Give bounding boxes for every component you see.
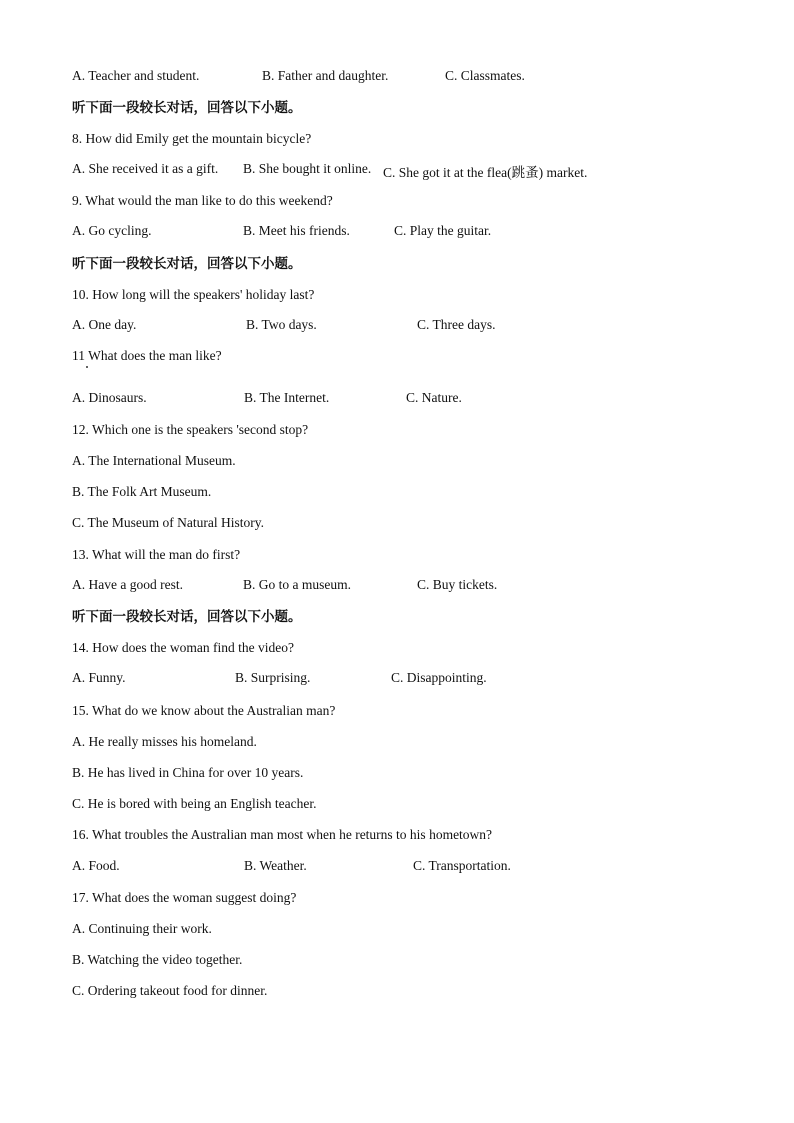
section-heading-2: 听下面一段较长对话，回答以下小题。 <box>72 256 302 272</box>
q12-question: 12. Which one is the speakers 'second stop? <box>72 422 309 437</box>
q14-option-a: A. Funny. <box>72 670 126 685</box>
q9-option-a: A. Go cycling. <box>72 223 152 238</box>
q15-option-c: C. He is bored with being an English teacher. <box>72 796 317 811</box>
q15-question: 15. What do we know about the Australian man? <box>72 703 336 718</box>
q10-option-a: A. One day. <box>72 317 137 332</box>
q7-option-a: A. Teacher and student. <box>72 68 200 83</box>
q8-option-a: A. She received it as a gift. <box>72 161 219 176</box>
q11-option-a: A. Dinosaurs. <box>72 390 147 405</box>
q16-option-c: C. Transportation. <box>413 858 511 873</box>
q11-option-b: B. The Internet. <box>244 390 330 405</box>
q9-option-c: C. Play the guitar. <box>394 223 492 238</box>
q11-option-c: C. Nature. <box>406 390 462 405</box>
q16-option-b: B. Weather. <box>244 858 307 873</box>
q11-question: 11 What does the man like? <box>72 348 222 363</box>
q10-question: 10. How long will the speakers' holiday last? <box>72 287 315 302</box>
q17-option-b: B. Watching the video together. <box>72 952 243 967</box>
section-heading-3: 听下面一段较长对话，回答以下小题。 <box>72 609 302 625</box>
q12-option-b: B. The Folk Art Museum. <box>72 484 212 499</box>
q15-option-b: B. He has lived in China for over 10 years. <box>72 765 304 780</box>
q17-option-c: C. Ordering takeout food for dinner. <box>72 983 268 998</box>
q10-option-c: C. Three days. <box>417 317 496 332</box>
q14-question: 14. How does the woman find the video? <box>72 640 294 655</box>
q12-option-a: A. The International Museum. <box>72 453 236 468</box>
section-heading-1: 听下面一段较长对话，回答以下小题。 <box>72 100 302 116</box>
q10-option-b: B. Two days. <box>246 317 317 332</box>
q17-option-a: A. Continuing their work. <box>72 921 212 936</box>
q14-option-c: C. Disappointing. <box>391 670 487 685</box>
q9-option-b: B. Meet his friends. <box>243 223 350 238</box>
q13-option-a: A. Have a good rest. <box>72 577 183 592</box>
q8-option-b: B. She bought it online. <box>243 161 372 176</box>
q16-option-a: A. Food. <box>72 858 120 873</box>
q16-question: 16. What troubles the Australian man most when he returns to his hometown? <box>72 827 493 842</box>
q13-question: 13. What will the man do first? <box>72 547 241 562</box>
q7-option-b: B. Father and daughter. <box>262 68 389 83</box>
q17-question: 17. What does the woman suggest doing? <box>72 890 297 905</box>
q12-option-c: C. The Museum of Natural History. <box>72 515 264 530</box>
q7-option-c: C. Classmates. <box>445 68 525 83</box>
q8-question: 8. How did Emily get the mountain bicycle? <box>72 131 312 146</box>
q13-option-c: C. Buy tickets. <box>417 577 498 592</box>
q13-option-b: B. Go to a museum. <box>243 577 351 592</box>
stray-dot <box>86 366 88 368</box>
q9-question: 9. What would the man like to do this weekend? <box>72 193 333 208</box>
q15-option-a: A. He really misses his homeland. <box>72 734 257 749</box>
q14-option-b: B. Surprising. <box>235 670 311 685</box>
q8-option-c: C. She got it at the flea(跳蚤) market. <box>383 165 588 180</box>
